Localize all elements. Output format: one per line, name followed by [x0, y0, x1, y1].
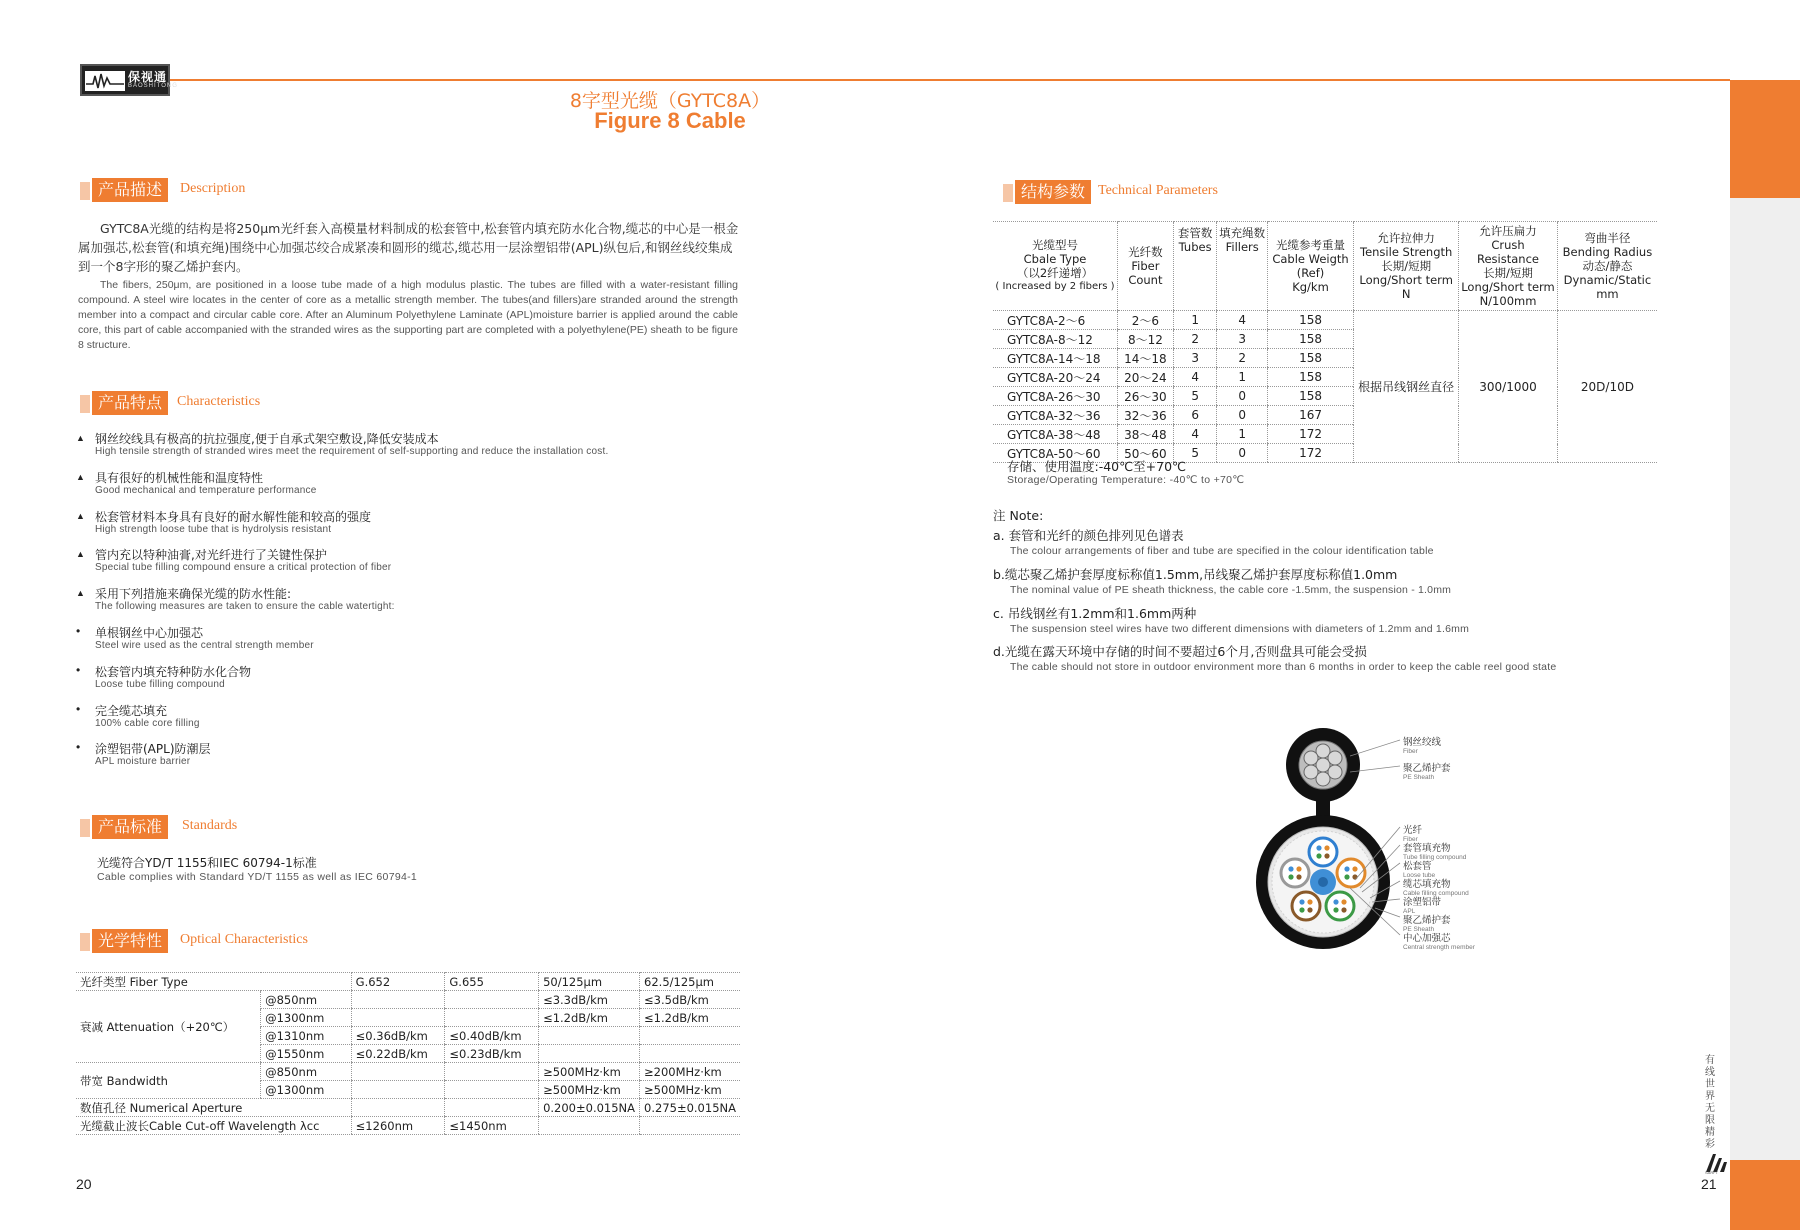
characteristic-cn: 单根钢丝中心加强芯: [95, 626, 204, 640]
description-text-en: The fibers, 250μm, are positioned in a loose tube made of a high modulus plastic. The tubes are filled with a water-resistant filling compound. A steel wire locates in the center of core as a metallic strength member. The tubes(and fillers)are stranded around the strength member into a compact and circular cable core. After an Aluminum Polyethylene Laminate (APL)moisture barrier is applied around the cable core, this part of cable accompanied with the stranded wires as the supporting part are completed with a polyethylene(PE) sheath to be figure 8 structure.: [78, 279, 738, 351]
column-header: G.655: [445, 973, 539, 991]
characteristic-en: The following measures are taken to ensure the cable watertight:: [95, 601, 395, 612]
header-line: Fillers: [1225, 240, 1259, 254]
table-cell: ≤1260nm: [351, 1117, 445, 1135]
table-cell: 4: [1217, 311, 1267, 330]
table-cell: 158: [1267, 368, 1353, 387]
diagram-label-cn: 钢丝绞线: [1403, 737, 1442, 748]
cable-type-cell: GYTC8A-32～36: [993, 406, 1117, 425]
header-rule: [170, 79, 1730, 81]
table-cell: ≤1.2dB/km: [640, 1009, 740, 1027]
dot-bullet-icon: •: [76, 740, 81, 754]
bandwidth-label: 带宽 Bandwidth: [76, 1063, 261, 1099]
dot-bullet-icon: •: [76, 624, 81, 638]
numerical-aperture-label: 数值孔径 Numerical Aperture: [76, 1099, 351, 1117]
table-cell: [445, 1081, 539, 1099]
header-line: Count: [1128, 273, 1163, 287]
note-cn: b.缆芯聚乙烯护套厚度标称值1.5mm,吊线聚乙烯护套厚度标称值1.0mm: [993, 567, 1398, 582]
characteristic-cn: 采用下列措施来确保光缆的防水性能:: [95, 587, 292, 601]
section-heading-en: Standards: [182, 818, 238, 833]
table-cell: 158: [1267, 311, 1353, 330]
characteristic-en: Good mechanical and temperature performance: [95, 485, 317, 496]
characteristic-en: Special tube filling compound ensure a critical protection of fiber: [95, 562, 392, 573]
bending-radius-cell: 20D/10D: [1557, 311, 1657, 463]
header-line: 套管数: [1177, 226, 1213, 240]
crush-resistance-cell: 300/1000: [1459, 311, 1558, 463]
loose-tube: [1309, 838, 1337, 866]
table-cell: ≤3.3dB/km: [539, 991, 640, 1009]
sarft-logo-icon: [1704, 1150, 1732, 1174]
header-line: (Ref): [1296, 266, 1325, 280]
table-cell: 6: [1173, 406, 1217, 425]
column-header: 50/125μm: [539, 973, 640, 991]
table-cell: 2: [1217, 349, 1267, 368]
characteristic-cn: 松套管内填充特种防水化合物: [95, 665, 252, 679]
wavelength-cell: @1310nm: [261, 1027, 352, 1045]
table-cell: 1: [1217, 425, 1267, 444]
diagram-label-en: Fiber: [1403, 748, 1418, 755]
cable-type-cell: GYTC8A-8～12: [993, 330, 1117, 349]
column-header-fiber: [1117, 222, 1173, 311]
table-cell: [351, 1063, 445, 1081]
header-line: 允许压扁力: [1479, 224, 1537, 238]
header-line: Cbale Type: [1023, 252, 1087, 266]
header-line: Bending Radius: [1562, 245, 1653, 259]
header-line: N: [1401, 287, 1411, 301]
side-strip-top-accent: [1730, 80, 1800, 198]
table-cell: ≥500MHz·km: [640, 1081, 740, 1099]
table-cell: [445, 1063, 539, 1081]
fiber-type-label: 光纤类型 Fiber Type: [76, 973, 351, 991]
header-line: N/100mm: [1479, 294, 1537, 308]
table-cell: ≥500MHz·km: [539, 1063, 640, 1081]
table-cell: 50～60: [1117, 444, 1173, 463]
table-cell: ≤0.36dB/km: [351, 1027, 445, 1045]
header-line: Long/Short term: [1461, 280, 1555, 294]
section-heading-characteristics: [80, 391, 380, 415]
characteristic-cn: 涂塑铝带(APL)防潮层: [95, 742, 211, 756]
cutoff-wavelength-label: 光缆截止波长Cable Cut-off Wavelength λcc: [76, 1117, 351, 1135]
header-line: （以2纤递增）: [1016, 266, 1094, 280]
table-cell: [539, 1027, 640, 1045]
page-number-left: 20: [76, 1176, 92, 1192]
diagram-label-en: Cable filling compound: [1403, 890, 1469, 897]
section-heading-cn: 光学特性: [92, 929, 168, 953]
table-cell: [445, 1009, 539, 1027]
table-cell: [445, 991, 539, 1009]
column-header: 62.5/125μm: [640, 973, 740, 991]
table-cell: 14～18: [1117, 349, 1173, 368]
table-cell: ≤1.2dB/km: [539, 1009, 640, 1027]
diagram-label-en: PE Sheath: [1403, 774, 1435, 781]
note-en: The colour arrangements of fiber and tube are specified in the colour identification table: [1010, 545, 1434, 557]
diagram-label-cn: 松套管: [1403, 861, 1432, 872]
cable-type-cell: GYTC8A-20～24: [993, 368, 1117, 387]
page-number-right: 21: [1701, 1176, 1717, 1192]
column-header-tensile: [1354, 222, 1459, 311]
table-cell: [539, 1045, 640, 1063]
section-heading-cn: 产品特点: [92, 391, 168, 415]
standards-text-en: Cable complies with Standard YD/T 1155 as well as IEC 60794-1: [97, 871, 418, 883]
triangle-bullet-icon: ▲: [76, 472, 85, 482]
table-cell: 0.200±0.015NA: [539, 1099, 640, 1117]
header-line: Fiber: [1131, 259, 1160, 273]
section-heading-en: Characteristics: [177, 394, 261, 409]
table-cell: 158: [1267, 387, 1353, 406]
description-text-cn: GYTC8A光缆的结构是将250μm光纤套入高模量材料制成的松套管中,松套管内填充防水化合物,缆芯的中心是一根金属加强芯,松套管(和填充绳)围绕中心加强芯绞合成紧凑和圆形的缆芯,缆芯用一层涂塑铝带(APL)纵包后,和钢丝线绞集成到一个8字形的聚乙烯护套内。: [78, 221, 739, 274]
diagram-label-cn: 光纤: [1403, 825, 1423, 836]
characteristic-en: APL moisture barrier: [95, 756, 191, 767]
notes-title: 注 Note:: [993, 508, 1044, 523]
dot-bullet-icon: •: [76, 702, 81, 716]
table-cell: [640, 1117, 740, 1135]
header-line: 光缆型号: [1031, 238, 1078, 252]
section-heading-optical: [80, 929, 380, 953]
diagram-label-cn: 聚乙烯护套: [1403, 915, 1451, 926]
characteristic-cn: 管内充以特种油膏,对光纤进行了关键性保护: [95, 548, 327, 562]
diagram-label: [1403, 760, 1451, 781]
table-cell: [351, 1099, 445, 1117]
table-cell: [640, 1027, 740, 1045]
loose-tube: [1281, 859, 1309, 887]
page-title-cn: 8字型光缆（GYTC8A）: [569, 90, 771, 112]
characteristic-cn: 具有很好的机械性能和温度特性: [95, 471, 264, 485]
column-header-type: [993, 222, 1117, 311]
header-line: 光纤数: [1128, 245, 1163, 259]
diagram-label-cn: 涂塑铝带: [1403, 897, 1442, 908]
table-cell: ≥200MHz·km: [640, 1063, 740, 1081]
diagram-label-cn: 缆芯填充物: [1403, 879, 1451, 890]
section-heading-cn: 产品标准: [92, 815, 168, 839]
logo-en: BAOSHITONG: [128, 83, 178, 89]
table-cell: 32～36: [1117, 406, 1173, 425]
table-cell: 172: [1267, 444, 1353, 463]
diagram-label: [1403, 734, 1441, 755]
loose-tube: [1292, 892, 1320, 920]
table-cell: 0: [1217, 387, 1267, 406]
cable-type-cell: GYTC8A-26～30: [993, 387, 1117, 406]
table-row: [76, 1099, 740, 1117]
side-strip: [1730, 80, 1800, 1230]
diagram-label-en: Fiber: [1403, 836, 1418, 843]
table-row: [76, 973, 740, 991]
header-line: 允许拉伸力: [1377, 231, 1435, 245]
attenuation-label: 衰减 Attenuation（+20℃）: [76, 991, 261, 1063]
header-line: Kg/km: [1292, 280, 1329, 294]
table-cell: 38～48: [1117, 425, 1173, 444]
diagram-label-cn: 中心加强芯: [1403, 933, 1451, 944]
diagram-label: [1403, 930, 1475, 951]
table-cell: 5: [1173, 387, 1217, 406]
section-heading-description: [80, 178, 380, 202]
section-heading-standards: [80, 815, 380, 839]
column-header-weight: [1267, 222, 1353, 311]
header-line: 光缆参考重量: [1276, 238, 1346, 252]
header-line: 填充绳数: [1219, 226, 1266, 240]
diagram-label-en: Loose tube: [1403, 872, 1436, 879]
cable-type-cell: GYTC8A-38～48: [993, 425, 1117, 444]
characteristic-en: Loose tube filling compound: [95, 679, 225, 690]
table-cell: 8～12: [1117, 330, 1173, 349]
diagram-label-en: PE Sheath: [1403, 926, 1435, 933]
table-cell: 2: [1173, 330, 1217, 349]
characteristic-en: High strength loose tube that is hydrolysis resistant: [95, 524, 332, 535]
note-en: The cable should not store in outdoor environment more than 6 months in order to keep the cable reel good state: [1010, 661, 1557, 673]
table-cell: [351, 1009, 445, 1027]
header-line: mm: [1596, 287, 1619, 301]
column-header: G.652: [351, 973, 445, 991]
table-cell: 26～30: [1117, 387, 1173, 406]
characteristic-cn: 钢丝绞线具有极高的抗拉强度,便于自承式架空敷设,降低安装成本: [95, 432, 439, 446]
technical-parameters-table: [993, 221, 1657, 463]
table-row: [76, 1063, 740, 1081]
header-line: Tensile Strength: [1360, 245, 1453, 259]
table-cell: ≤1450nm: [445, 1117, 539, 1135]
table-cell: 5: [1173, 444, 1217, 463]
table-cell: [445, 1099, 539, 1117]
table-cell: 4: [1173, 368, 1217, 387]
diagram-label-cn: 聚乙烯护套: [1403, 763, 1451, 774]
column-header-bending: [1557, 222, 1657, 311]
table-cell: 3: [1217, 330, 1267, 349]
table-row: [76, 1117, 740, 1135]
note-cn: a. 套管和光纤的颜色排列见色谱表: [993, 528, 1184, 543]
header-line: Dynamic/Static: [1563, 273, 1652, 287]
side-strip-bottom-accent: [1730, 1160, 1800, 1230]
table-cell: 0: [1217, 444, 1267, 463]
wavelength-cell: @1300nm: [261, 1009, 352, 1027]
diagram-label-en: Tube filling compound: [1403, 854, 1467, 861]
table-cell: 167: [1267, 406, 1353, 425]
steel-messenger-wire: [1286, 728, 1360, 802]
sarft-logo-text: SARFT: [1705, 1170, 1719, 1174]
diagram-label-en: APL: [1403, 908, 1416, 915]
wavelength-cell: @1300nm: [261, 1081, 352, 1099]
note-cn: c. 吊线钢丝有1.2mm和1.6mm两种: [993, 606, 1197, 621]
table-header-row: [993, 222, 1657, 311]
cable-type-cell: GYTC8A-2～6: [993, 311, 1117, 330]
optical-characteristics-table: [76, 972, 740, 1135]
header-line: Cable Weigth: [1272, 252, 1349, 266]
triangle-bullet-icon: ▲: [76, 511, 85, 521]
section-heading-en: Description: [180, 181, 246, 196]
standards-text-cn: 光缆符合YD/T 1155和IEC 60794-1标准: [97, 856, 317, 870]
table-cell: [539, 1117, 640, 1135]
section-heading-en: Technical Parameters: [1098, 183, 1218, 198]
column-header-tubes: [1173, 222, 1217, 311]
table-cell: 2～6: [1117, 311, 1173, 330]
temperature-text-en: Storage/Operating Temperature: -40℃ to +70℃: [1007, 474, 1245, 486]
triangle-bullet-icon: ▲: [76, 588, 85, 598]
table-cell: 0.275±0.015NA: [640, 1099, 740, 1117]
note-en: The suspension steel wires have two different dimensions with diameters of 1.2mm and 1.6mm: [1010, 623, 1470, 635]
header-line: 动态/静态: [1582, 259, 1633, 273]
cable-type-cell: GYTC8A-50～60: [993, 444, 1117, 463]
table-cell: ≥500MHz·km: [539, 1081, 640, 1099]
table-cell: [351, 991, 445, 1009]
table-cell: ≤3.5dB/km: [640, 991, 740, 1009]
characteristic-en: 100% cable core filling: [95, 718, 200, 729]
header-line: 弯曲半径: [1584, 231, 1631, 245]
table-cell: 20～24: [1117, 368, 1173, 387]
vertical-slogan: 有线世界无限精彩: [1705, 1055, 1715, 1150]
table-cell: 3: [1173, 349, 1217, 368]
table-cell: [351, 1081, 445, 1099]
cable-type-cell: GYTC8A-14～18: [993, 349, 1117, 368]
tensile-strength-cell: 根据吊线钢丝直径: [1354, 311, 1459, 463]
characteristic-cn: 松套管材料本身具有良好的耐水解性能和较高的强度: [95, 510, 372, 524]
table-cell: 158: [1267, 330, 1353, 349]
header-line: Long/Short term: [1359, 273, 1453, 287]
note-cn: d.光缆在露天环境中存储的时间不要超过6个月,否则盘具可能会受损: [993, 644, 1367, 659]
table-cell: 1: [1173, 311, 1217, 330]
table-row: [76, 991, 740, 1009]
section-heading-technical: [1003, 180, 1323, 204]
characteristic-cn: 完全缆芯填充: [95, 704, 168, 718]
table-cell: ≤0.23dB/km: [445, 1045, 539, 1063]
wavelength-cell: @850nm: [261, 1063, 352, 1081]
column-header-crush: [1459, 222, 1558, 311]
characteristic-en: Steel wire used as the central strength member: [95, 640, 314, 651]
table-cell: 172: [1267, 425, 1353, 444]
table-row: [993, 311, 1657, 330]
header-line: 长期/短期: [1483, 266, 1533, 280]
wavelength-cell: @850nm: [261, 991, 352, 1009]
header-line: ( Increased by 2 fibers ): [995, 281, 1115, 292]
column-header-fillers: [1217, 222, 1267, 311]
note-en: The nominal value of PE sheath thickness, the cable core -1.5mm, the suspension - 1.0mm: [1010, 584, 1452, 596]
page-title-en: Figure 8 Cable: [594, 108, 746, 133]
header-line: Crush Resistance: [1477, 238, 1539, 266]
triangle-bullet-icon: ▲: [76, 433, 85, 443]
wavelength-cell: @1550nm: [261, 1045, 352, 1063]
diagram-label-en: Central strength member: [1403, 944, 1475, 951]
logo-cn: 保视通: [128, 70, 168, 84]
dot-bullet-icon: •: [76, 663, 81, 677]
diagram-label-cn: 套管填充物: [1403, 843, 1451, 854]
header-line: 长期/短期: [1381, 259, 1432, 273]
triangle-bullet-icon: ▲: [76, 549, 85, 559]
temperature-text-cn: 存储、使用温度:-40℃至+70℃: [1007, 459, 1187, 474]
characteristic-en: High tensile strength of stranded wires meet the requirement of self-supporting and reduce the installation cost.: [95, 446, 609, 457]
table-cell: [640, 1045, 740, 1063]
table-cell: 158: [1267, 349, 1353, 368]
table-cell: ≤0.40dB/km: [445, 1027, 539, 1045]
section-heading-cn: 产品描述: [92, 178, 168, 202]
table-cell: 4: [1173, 425, 1217, 444]
table-cell: 1: [1217, 368, 1267, 387]
section-heading-cn: 结构参数: [1015, 180, 1091, 204]
table-cell: ≤0.22dB/km: [351, 1045, 445, 1063]
section-heading-en: Optical Characteristics: [180, 932, 308, 947]
table-cell: 0: [1217, 406, 1267, 425]
header-line: Tubes: [1178, 240, 1212, 254]
